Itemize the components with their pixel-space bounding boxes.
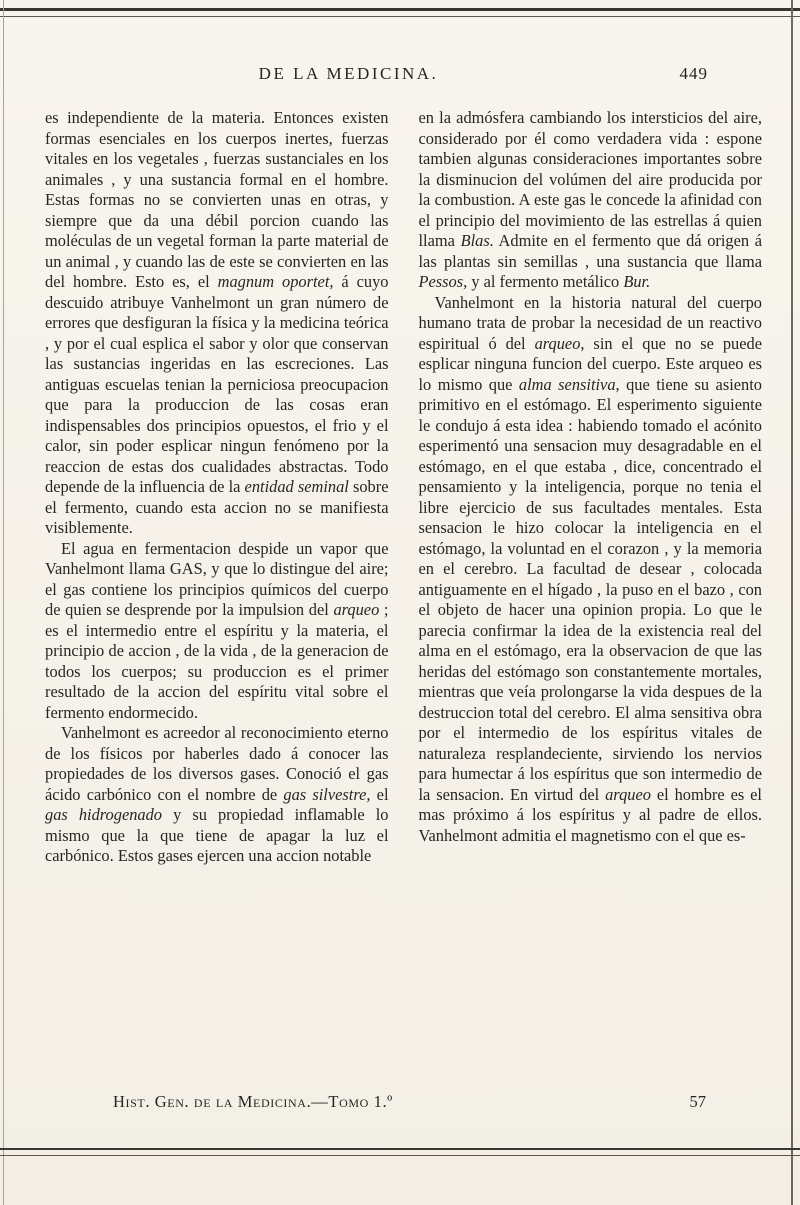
text-run: en la admósfera cambiando los intersticios del aire, considerado por él como verdadera vida : espone tambien algunas consideraciones importantes sobre la disminucion del volúmen del aire producida por la combustion. A este gas le concede la afinidad con el principio del movimiento de las estrellas á quien llama — [418, 108, 762, 250]
text-run: entidad seminal — [244, 477, 349, 496]
top-border-rule-thick — [0, 8, 800, 11]
text-run: gas hidrogenado — [45, 805, 162, 824]
text-run: á cuyo descuido atribuye Vanhelmont un gran número de errores que desfiguran la física y la medicina teórica , y por el cual esplica el sabor y olor que conservan las sustancias ingeridas en las escreciones. Las antiguas escuelas tenian la perniciosa preocupacion que para la produccion de las cosas eran indispensables dos principios opuestos, el frio y el calor, sin poder esplicar ningun fenómeno por la reaccion de estas dos cualidades abstractas. Todo depende de la influencia de la — [45, 272, 389, 496]
text-run: sobre el fermento, cuando esta accion no se manifiesta visiblemente. — [45, 477, 389, 537]
bottom-border-rule-thick — [0, 1148, 800, 1150]
footer-signature: Hist. Gen. de la Medicina.—Tomo 1.º — [113, 1092, 393, 1111]
text-run: es independiente de la materia. Entonces existen formas esenciales en los cuerpos inertes, fuerzas vitales en los vegetales , fuerzas sustanciales en los animales , y una sustancia formal en el hombre. Estas formas no se convierten unas en otras, y siempre que da una débil porcion cuando las moléculas de un vegetal forman la parte material de un animal , y cuando las de este se convierten en las del hombre. Esto es, el — [45, 108, 389, 291]
text-run: Bur. — [623, 272, 651, 291]
text-run: Vanhelmont es acreedor al reconocimiento eterno de los físicos por haberles dado á conocer las propiedades de los diversos gases. Conoció el gas ácido carbónico con el nombre de — [45, 723, 389, 804]
paragraph — [45, 723, 389, 867]
right-column — [419, 108, 763, 867]
text-run: Admite en el fermento que dá origen á las plantas sin semillas , una sustancia que llama — [418, 231, 762, 271]
page-footer — [45, 1092, 762, 1116]
text-run: ; es el intermedio entre el espíritu y la materia, el principio de accion , de la vida , de la generacion de todos los cuerpos; su produccion es el primer resultado de la accion del espíritu vital sobre el fermento endormecido. — [45, 600, 389, 722]
page-number: 449 — [679, 64, 708, 83]
paragraph — [419, 108, 763, 293]
page-header — [45, 64, 762, 90]
paragraph — [419, 293, 763, 847]
text-run: El agua en fermentacion despide un vapor que Vanhelmont llama GAS, y que lo distingue del aire; el gas contiene los principios químicos del cuerpo de quien se desprende por la impulsion del — [45, 538, 389, 619]
text-run: gas silvestre, — [283, 784, 371, 804]
text-run: el — [370, 784, 389, 804]
text-run: magnum oportet, — [217, 272, 334, 291]
text-run: , que tiene su asiento primitivo en el estómago. El esperimento siguiente le condujo á esta idea : habiendo tomado el acónito esperimentó una sensacion muy desagradable en el estómago, en el que estaba , dice, concentrado el pensamiento y la inteligencia, porque no tenia el libre ejercicio de sus facultades mentales. Esta sensacion le hizo colocar la inteligencia en el estómago, la voluntad en el corazon , y la memoria en el cerebro. La facultad de desear , colocada antiguamente en el hígado , la puso en el bazo , con el objeto de hacer una opinion propia. Lo que le parecia confirmar la idea de la existencia real del alma en el estómago, era la observacion de que las heridas del estómago son constantemente mortales, mientras que veía prolongarse la vida despues de la destruccion total del cerebro. El alma sensitiva obra por el intermedio de los espíritus vitales de naturaleza resplandeciente, sirviendo los nervios para humectar á los espíritus que son intermedio de la sensacion. En virtud del — [418, 374, 762, 804]
top-border-rule-thin — [0, 16, 800, 17]
text-run: el hombre es el mas próximo á los espíritus y al padre de ellos. Vanhelmont admitia el magnetismo con el que es- — [418, 784, 762, 845]
running-title: DE LA MEDICINA. — [258, 64, 439, 83]
paragraph — [45, 539, 389, 724]
text-run: Pessos, — [418, 272, 468, 291]
text-columns — [45, 108, 762, 867]
text-run: alma sensitiva — [518, 374, 616, 394]
text-run: arqueo — [534, 333, 581, 353]
text-run: y su propiedad inflamable lo mismo que la que tiene de apagar la luz el carbónico. Estos gases ejercen una accion notable — [45, 805, 389, 865]
bottom-border-rule-thin — [0, 1155, 800, 1156]
footer-sheet-number: 57 — [689, 1092, 706, 1111]
text-run: y al fermento metálico — [467, 272, 624, 291]
right-page-edge-line — [791, 0, 793, 1205]
left-column — [45, 108, 389, 867]
text-run: , sin el que no se puede esplicar ninguna funcion del cuerpo. Este arqueo es lo mismo que — [418, 333, 762, 394]
left-page-edge-line — [3, 0, 4, 1205]
text-run: arqueo — [605, 784, 651, 804]
text-run: arqueo — [333, 600, 380, 619]
paragraph — [45, 108, 389, 539]
text-run: Vanhelmont en la historia natural del cuerpo humano trata de probar la necesidad de un reactivo espiritual ó del — [418, 292, 762, 353]
text-run: Blas. — [460, 231, 494, 250]
